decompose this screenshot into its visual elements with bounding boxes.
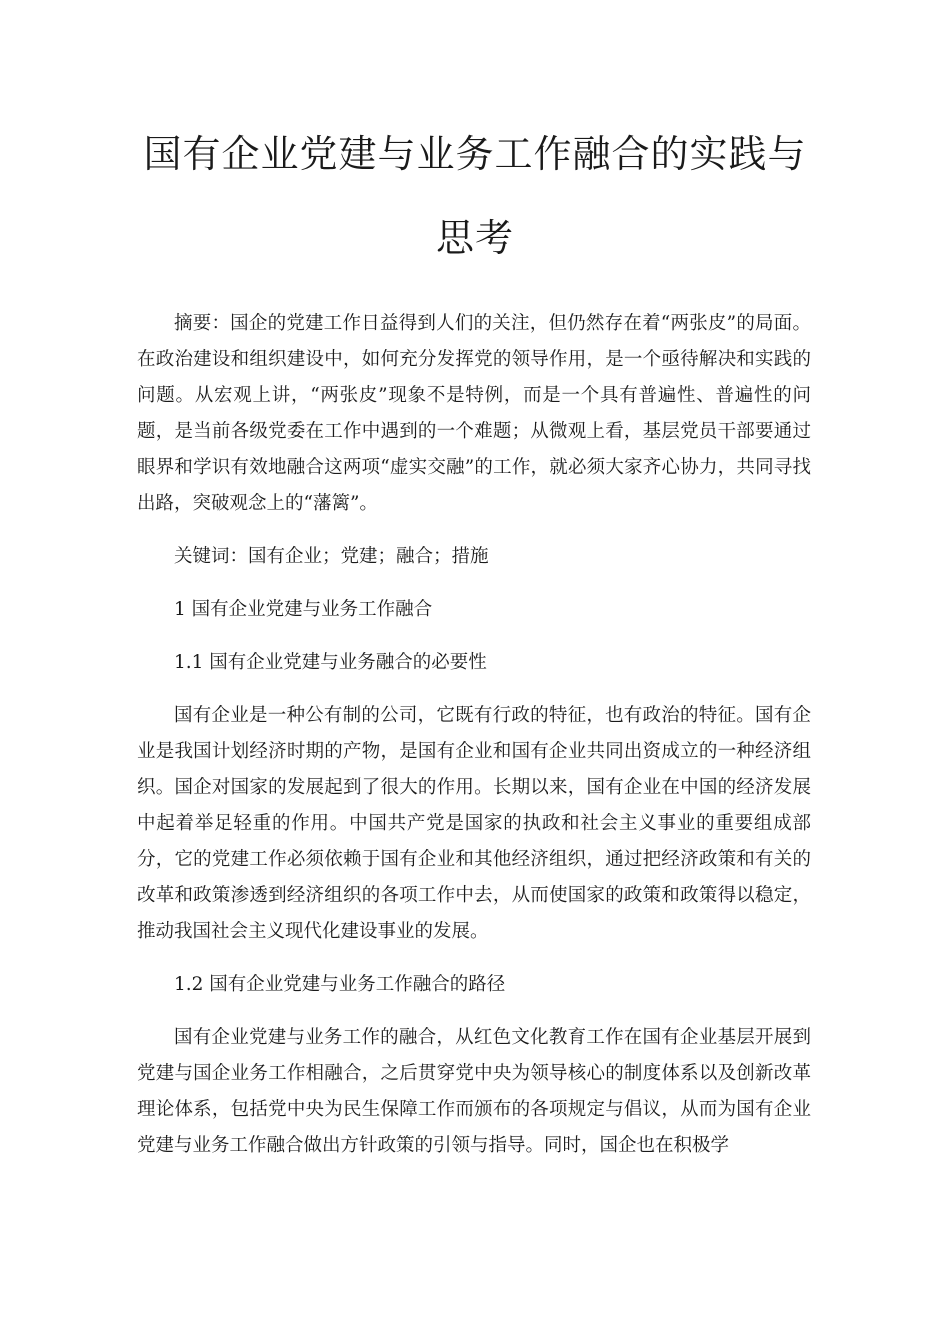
title-line-1: 国有企业党建与业务工作融合的实践与 [143,132,807,176]
title-line-2: 思考 [435,216,514,260]
section-1-2-paragraph: 国有企业党建与业务工作的融合，从红色文化教育工作在国有企业基层开展到党建与国企业务工作相融合，之后贯穿党中央为领导核心的制度体系以及创新改革理论体系，包括党中央为民生保障工作而颁布的各项规定与倡议，从而为国有企业党建与业务工作融合做出方针政策的引领与指导。同时，国企也在积极学 [137,1027,811,1156]
document-body [137,306,811,1164]
section-1-1-paragraph: 国有企业是一种公有制的公司，它既有行政的特征，也有政治的特征。国有企业是我国计划经济时期的产物，是国有企业和国有企业共同出资成立的一种经济组织。国企对国家的发展起到了很大的作用。长期以来，国有企业在中国的经济发展中起着举足轻重的作用。中国共产党是国家的执政和社会主义事业的重要组成部分，它的党建工作必须依赖于国有企业和其他经济组织，通过把经济政策和有关的改革和政策渗透到经济组织的各项工作中去，从而使国家的政策和政策得以稳定，推动我国社会主义现代化建设事业的发展。 [137,705,811,942]
keywords-line: 关键词：国有企业；党建；融合；措施 [174,546,489,567]
section-1-1-heading: 1.1 国有企业党建与业务融合的必要性 [174,652,487,673]
section-1-2-heading: 1.2 国有企业党建与业务工作融合的路径 [174,974,506,995]
section-1-heading: 1 国有企业党建与业务工作融合 [174,599,433,620]
abstract-paragraph: 摘要：国企的党建工作日益得到人们的关注，但仍然存在着“两张皮”的局面。在政治建设和组织建设中，如何充分发挥党的领导作用，是一个亟待解决和实践的问题。从宏观上讲，“两张皮”现象不是特例，而是一个具有普遍性、普遍性的问题，是当前各级党委在工作中遇到的一个难题；从微观上看，基层党员干部要通过眼界和学识有效地融合这两项“虚实交融”的工作，就必须大家齐心协力，共同寻找出路，突破观念上的“藩篱”。 [137,313,811,514]
document-title [100,112,850,280]
